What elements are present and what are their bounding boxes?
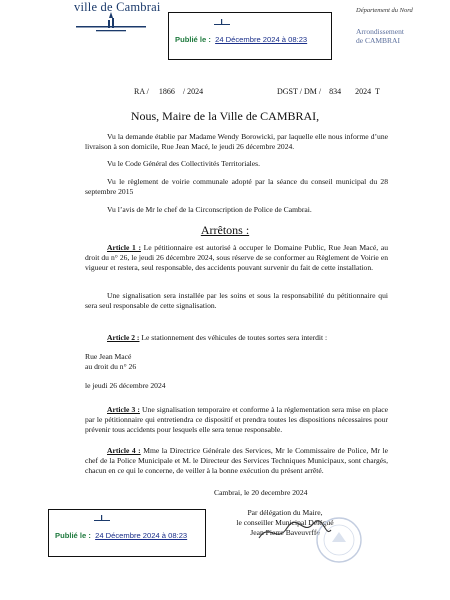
stamp-logo-icon <box>213 17 231 27</box>
stamp-top-label: Publié le : <box>175 35 211 44</box>
ra-number: 1866 <box>158 87 175 96</box>
dgst-number: 834 <box>329 87 342 96</box>
arrondissement-label <box>356 27 404 45</box>
article-4 <box>85 446 388 476</box>
stamp-top-text <box>175 35 307 44</box>
article-3-label: Article 3 : <box>107 405 140 414</box>
article-2-street: Rue Jean Macé <box>85 352 132 361</box>
ra-reference <box>134 87 203 96</box>
stamp-logo-icon <box>93 513 111 523</box>
departement-label: Département du Nord <box>356 7 413 14</box>
logo-text: ville de Cambrai <box>74 0 161 14</box>
document-title: Nous, Maire de la Ville de CAMBRAI, <box>130 109 320 123</box>
article-1 <box>85 243 388 273</box>
arrondissement-line-2: de CAMBRAI <box>356 36 400 45</box>
handwritten-signature <box>255 516 335 546</box>
article-1-signalisation: Une signalisation sera installée par les soins et sous la responsabilité du pétitionnaire qui sera seul responsable de cette signalisation. <box>85 291 388 310</box>
considerant-1: Vu la demande établie par Madame Wendy Borowicki, par laquelle elle nous informe d’une livraison à son domicile, Rue Jean Macé, le jeudi 26 décembre 2024. <box>85 132 388 151</box>
article-3-text: Une signalisation temporaire et conforme à la réglementation sera mise en place par le pétitionnaire qui entretiendra ce dispositif et prendra toutes les dispositions nécessaires pour prévenir tous accidents pour lesquels elle sera tenue responsable. <box>85 405 389 434</box>
arrondissement-line-1: Arrondissement <box>356 27 404 36</box>
considerant-2: Vu le Code Général des Collectivités Territoriales. <box>107 159 261 168</box>
dgst-label: DGST / DM / <box>277 87 322 96</box>
article-2 <box>85 333 388 343</box>
publication-stamp-bottom <box>48 509 206 557</box>
stamp-top-date: 24 Décembre 2024 à 08:23 <box>215 35 308 44</box>
dgst-suffix: T <box>374 87 380 96</box>
article-2-number: au droit du n° 26 <box>85 362 137 371</box>
dgst-year: 2024 <box>355 87 372 96</box>
stamp-bottom-label: Publié le : <box>55 531 91 540</box>
publication-stamp-top <box>168 12 332 60</box>
signatory-line: Jean Pierre Baveuvrffe <box>250 528 320 537</box>
arretons-heading: Arrêtons : <box>200 223 250 237</box>
article-4-text: Mme la Directrice Générale des Services, Mr le Commissaire de Police, Mr le chef de la Police Municipale et M. le Directeur des Services Techniques Municipaux, sont chargés, chacun en ce qui le concerne, de veiller à la bonne exécution du présent arrêté. <box>85 446 388 475</box>
considerant-3: Vu le règlement de voirie communale adopté par la séance du conseil municipal du 28 septembre 2015 <box>85 177 388 196</box>
ra-label: RA / <box>134 87 149 96</box>
article-2-date: le jeudi 26 décembre 2024 <box>85 381 166 390</box>
article-2-label: Article 2 : <box>107 333 140 342</box>
delegation-line: Par délégation du Maire, <box>247 508 323 517</box>
article-3 <box>85 405 388 435</box>
article-4-label: Article 4 : <box>107 446 141 455</box>
article-1-text: Le pétitionnaire est autorisé à occuper le Domaine Public, Rue Jean Macé, au droit du n° 26, le jeudi 26 décembre 2024, sous réserve de se conformer au Règlement de Voirie en vigueur et restera, seul responsable, des accidents pouvant survenir du fait de cette installation. <box>85 243 389 272</box>
delegate-line: le conseiller Municipal Délégué <box>236 518 334 527</box>
stamp-bottom-text <box>55 531 187 540</box>
place-date: Cambrai, le 20 decembre 2024 <box>214 488 308 497</box>
dgst-reference <box>277 87 380 96</box>
considerant-4: Vu l’avis de Mr le chef de la Circonscription de Police de Cambrai. <box>107 205 312 214</box>
stamp-bottom-date: 24 Décembre 2024 à 08:23 <box>95 531 188 540</box>
ra-year: / 2024 <box>182 87 204 96</box>
article-1-label: Article 1 : <box>107 243 141 252</box>
article-2-text: Le stationnement des véhicules de toutes sortes sera interdit : <box>139 333 328 342</box>
